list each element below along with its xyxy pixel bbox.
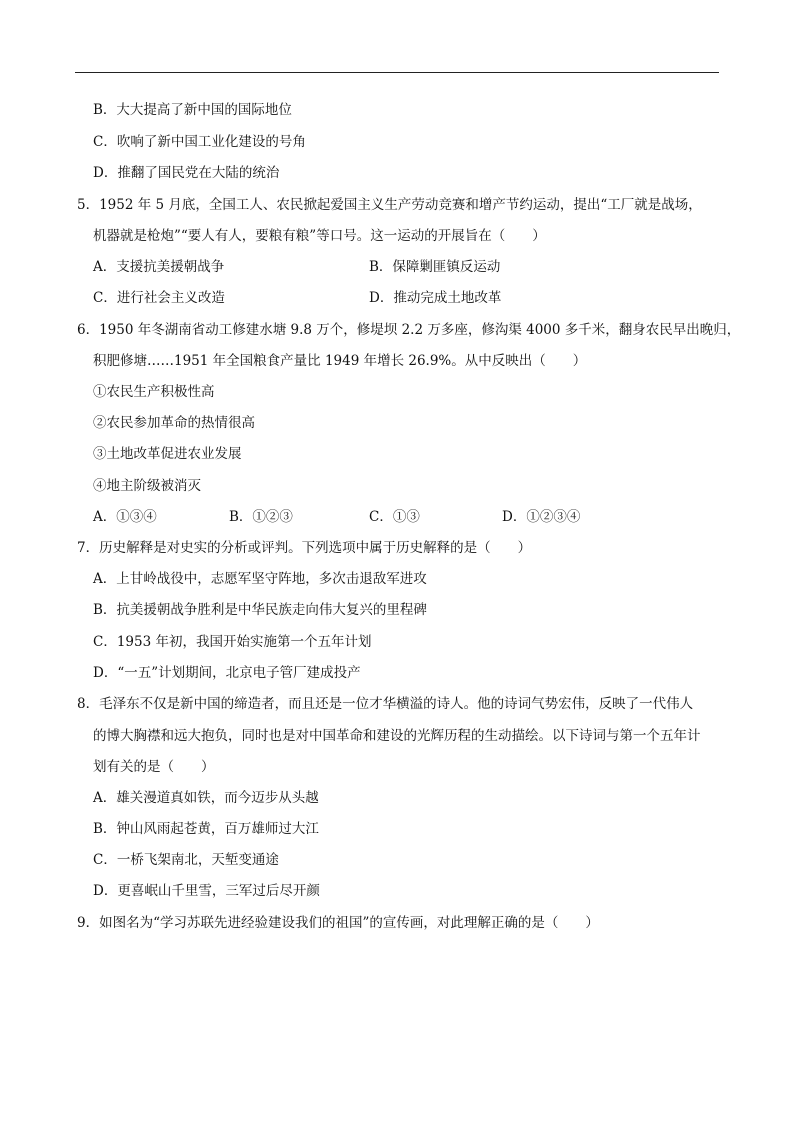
q6-item-3: ③土地改革促进农业发展 xyxy=(93,446,242,462)
q5-option-b: B．保障剿匪镇反运动 xyxy=(369,259,501,275)
q8-stem-line3: 划有关的是（ ） xyxy=(93,759,215,775)
q8-stem-line1: 8．毛泽东不仅是新中国的缔造者，而且还是一位才华横溢的诗人。他的诗词气势宏伟，反映了一代伟人 xyxy=(77,696,694,712)
q5-stem-line2: 机器就是枪炮”“要人有人，要粮有粮”等口号。这一运动的开展旨在（ ） xyxy=(93,228,546,244)
q8-option-c: C．一桥飞架南北，天堑变通途 xyxy=(93,852,279,868)
q6-item-1: ①农民生产积极性高 xyxy=(93,384,215,400)
q8-option-a: A．雄关漫道真如铁，而今迈步从头越 xyxy=(93,790,319,806)
q5-option-c: C．进行社会主义改造 xyxy=(93,290,225,306)
q7-option-d: D．“一五”计划期间，北京电子管厂建成投产 xyxy=(93,665,361,681)
q6-item-4: ④地主阶级被消灭 xyxy=(93,478,201,494)
q7-option-b: B．抗美援朝战争胜利是中华民族走向伟大复兴的里程碑 xyxy=(93,602,427,618)
q6-option-d: D．①②③④ xyxy=(502,509,581,525)
q6-option-c: C．①③ xyxy=(369,509,420,525)
prev-option-b: B．大大提高了新中国的国际地位 xyxy=(93,102,292,118)
prev-option-d: D．推翻了国民党在大陆的统治 xyxy=(93,165,280,181)
header-rule xyxy=(75,72,719,73)
q9-stem: 9．如图名为“学习苏联先进经验建设我们的祖国”的宣传画，对此理解正确的是（ ） xyxy=(77,915,599,931)
q7-option-a: A．上甘岭战役中，志愿军坚守阵地，多次击退敌军进攻 xyxy=(93,571,427,587)
q5-stem-line1: 5．1952 年 5 月底，全国工人、农民掀起爱国主义生产劳动竞赛和增产节约运动，提出“工厂就是战场， xyxy=(77,197,702,213)
q6-stem-line1: 6．1950 年冬湖南省动工修建水塘 9.8 万个，修堤坝 2.2 万多座，修沟渠 4000 多千米，翻身农民早出晚归， xyxy=(77,322,741,338)
q6-option-a: A．①③④ xyxy=(93,509,157,525)
q7-stem: 7．历史解释是对史实的分析或评判。下列选项中属于历史解释的是（ ） xyxy=(77,540,532,556)
q8-stem-line2: 的博大胸襟和远大抱负，同时也是对中国革命和建设的光辉历程的生动描绘。以下诗词与第一个五年计 xyxy=(93,728,701,744)
q6-item-2: ②农民参加革命的热情很高 xyxy=(93,415,255,431)
prev-option-c: C．吹响了新中国工业化建设的号角 xyxy=(93,134,306,150)
q7-option-c: C．1953 年初，我国开始实施第一个五年计划 xyxy=(93,634,372,650)
q5-option-d: D．推动完成土地改革 xyxy=(369,290,502,306)
q8-option-b: B．钟山风雨起苍黄，百万雄师过大江 xyxy=(93,821,319,837)
q8-option-d: D．更喜岷山千里雪，三军过后尽开颜 xyxy=(93,883,320,899)
q6-stem-line2: 积肥修塘……1951 年全国粮食产量比 1949 年增长 26.9%。从中反映出（ ） xyxy=(93,353,587,369)
q5-option-a: A．支援抗美援朝战争 xyxy=(93,259,225,275)
q6-option-b: B．①②③ xyxy=(229,509,293,525)
